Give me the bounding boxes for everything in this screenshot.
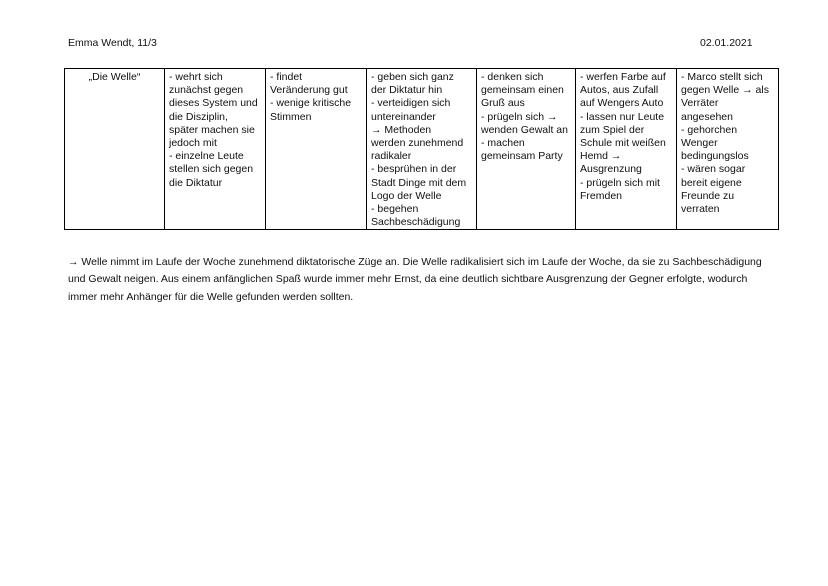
table-cell-title: „Die Welle“ — [65, 69, 165, 230]
date-label: 02.01.2021 — [700, 37, 753, 49]
author-label: Emma Wendt, 11/3 — [68, 37, 157, 49]
table-cell: - werfen Farbe auf Autos, aus Zufall auf Wengers Auto - lassen nur Leute zum Spiel der Schule mit weißen Hemd → Ausgrenzung - prügeln sich mit Fremden — [576, 69, 677, 230]
table-cell: - Marco stellt sich gegen Welle → als Verräter angesehen - gehorchen Wenger bedingungslos - wären sogar bereit eigene Freunde zu verraten — [677, 69, 779, 230]
table-cell: - geben sich ganz der Diktatur hin - verteidigen sich untereinander → Methoden werden zunehmend radikaler - besprühen in der Stadt Dinge mit dem Logo der Welle - begehen Sachbeschädigung — [367, 69, 477, 230]
analysis-table — [64, 68, 779, 230]
table-cell: - wehrt sich zunächst gegen dieses System und die Disziplin, später machen sie jedoch mit - einzelne Leute stellen sich gegen die Diktatur — [165, 69, 266, 230]
table-cell: - findet Veränderung gut - wenige kritische Stimmen — [266, 69, 367, 230]
table-cell: - denken sich gemeinsam einen Gruß aus - prügeln sich → wenden Gewalt an - machen gemeinsam Party — [477, 69, 576, 230]
table-row — [65, 69, 779, 230]
conclusion-paragraph: → Welle nimmt im Laufe der Woche zunehmend diktatorische Züge an. Die Welle radikalisiert sich im Laufe der Woche, da sie zu Sachbeschädigung und Gewalt neigen. Aus einem anfänglichen Spaß wurde immer mehr Ernst, da eine deutlich sichtbare Ausgrenzung der Gegner erfolgte, wodurch immer mehr Anhänger für die Welle gefunden werden sollten. — [68, 256, 762, 303]
